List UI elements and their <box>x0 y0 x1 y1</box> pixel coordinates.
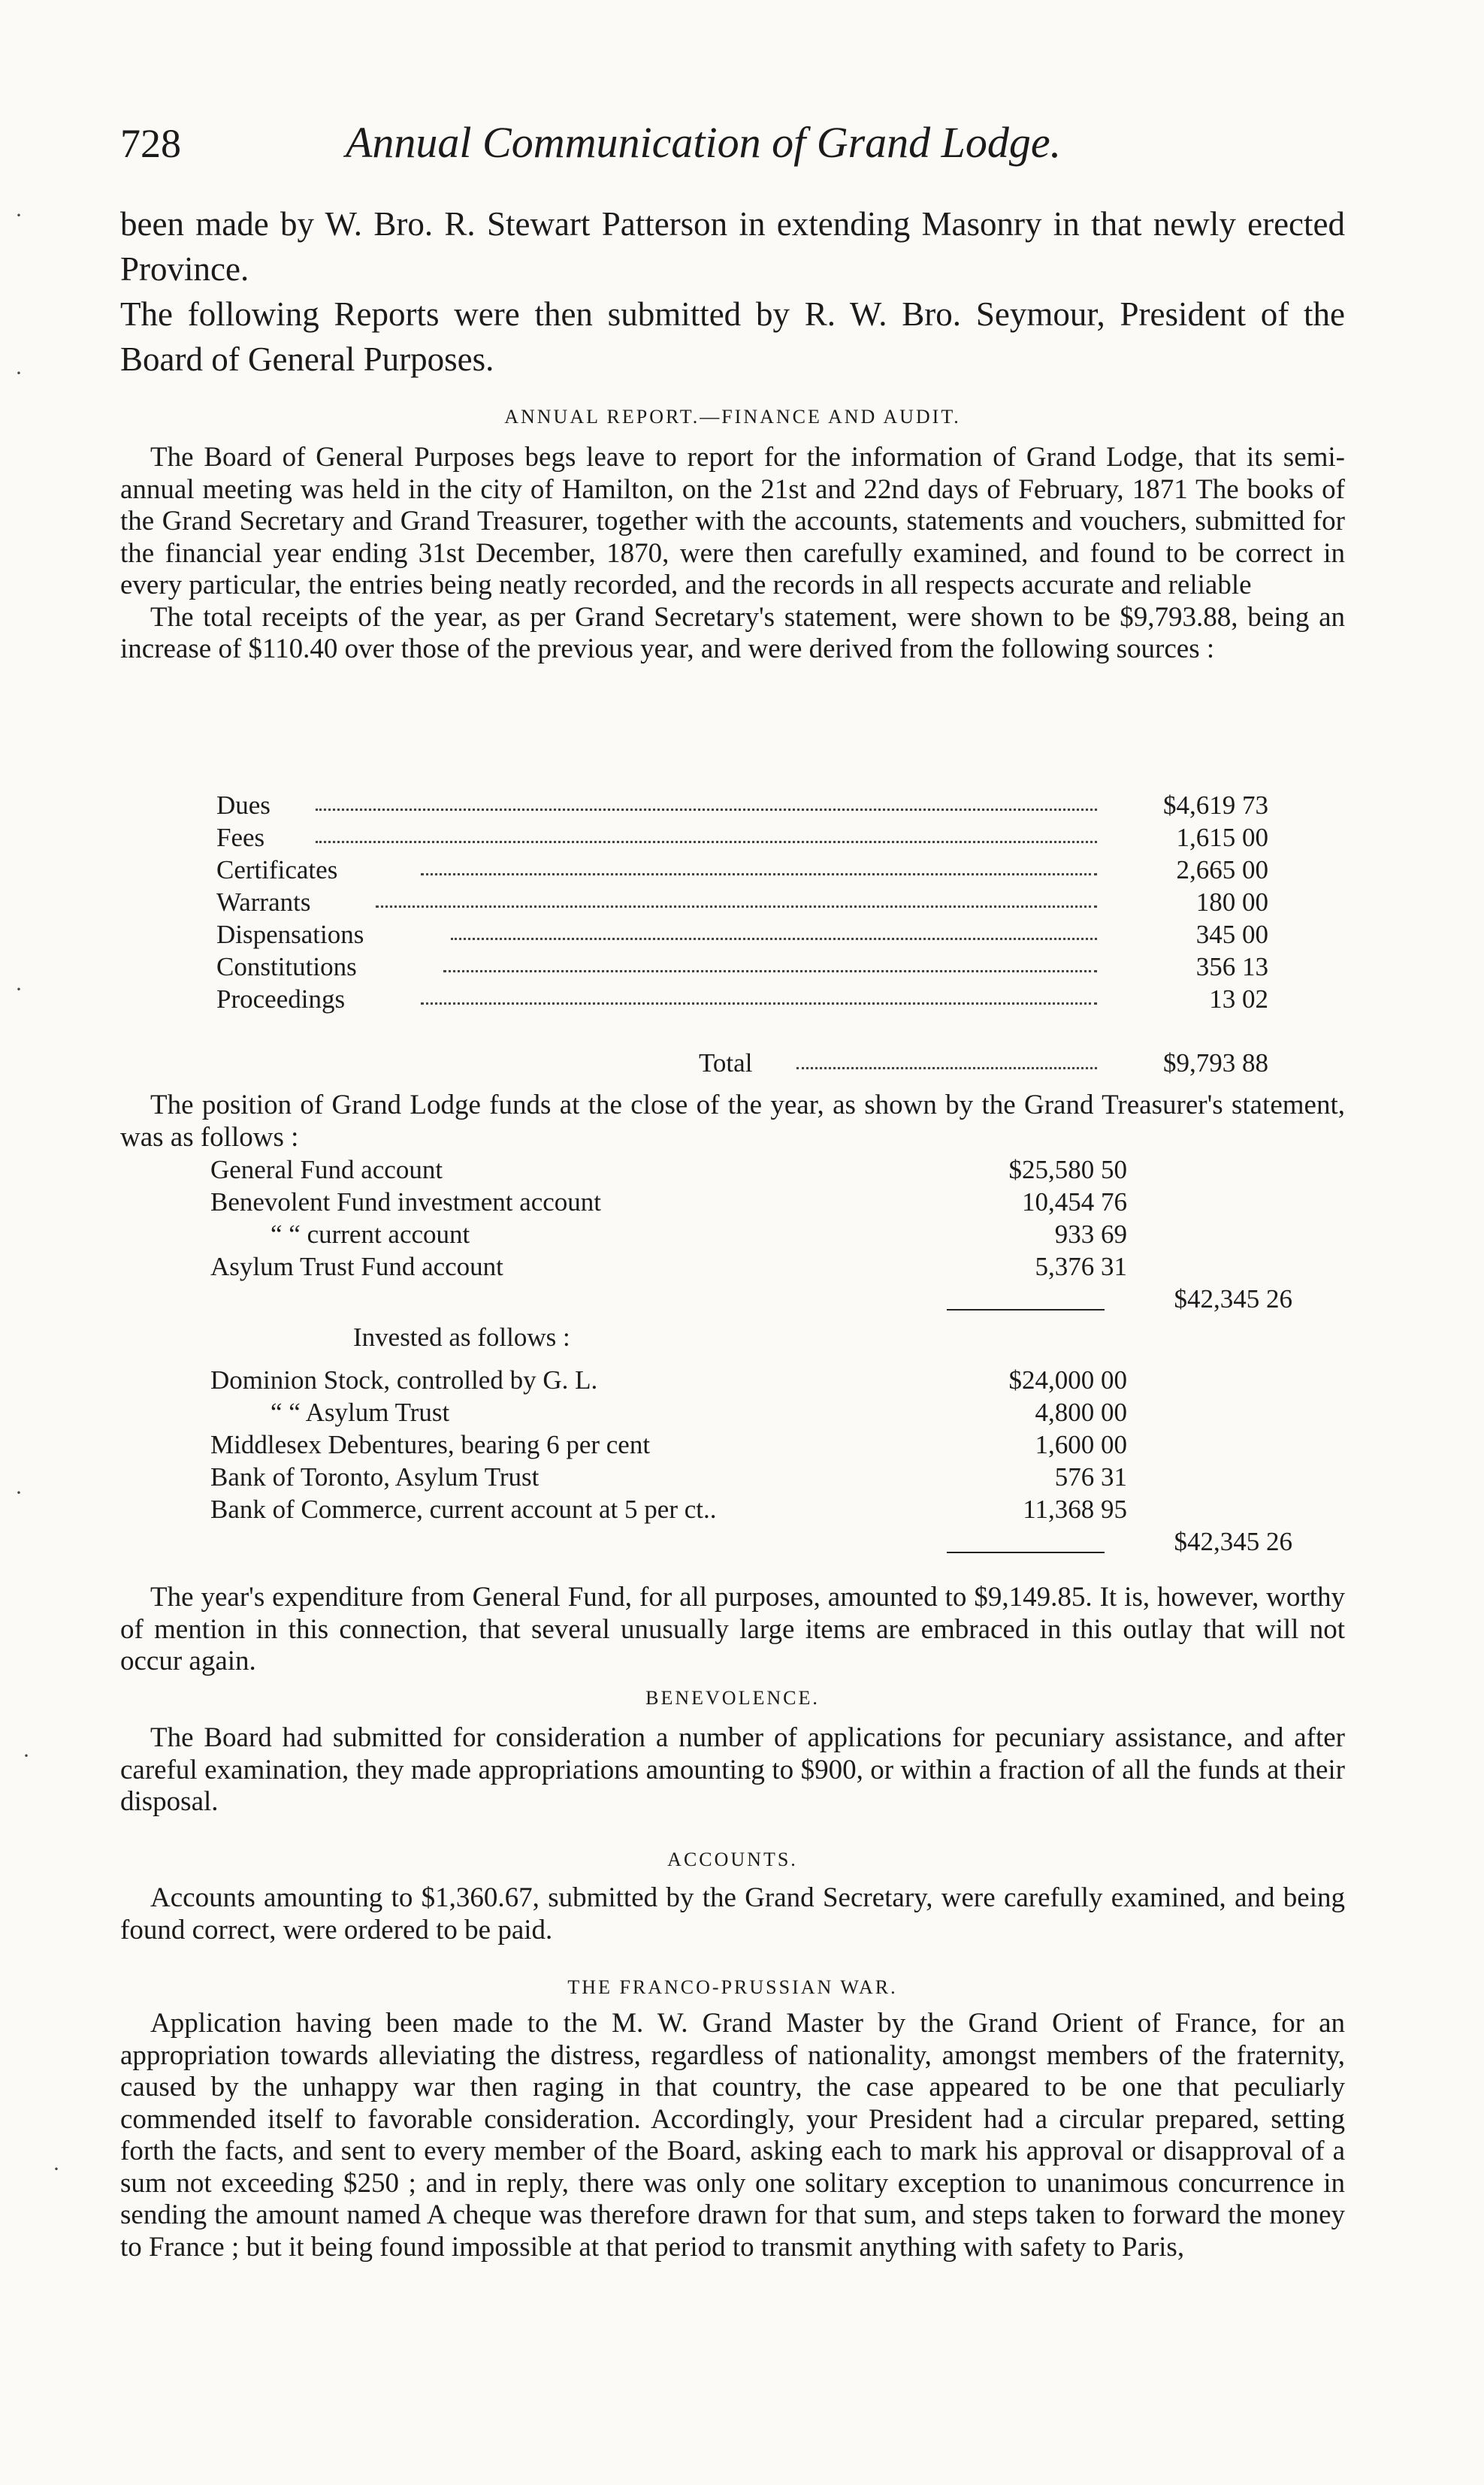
list-item: Constitutions 356 13 <box>216 952 1268 981</box>
intro-paragraph-1: been made by W. Bro. R. Stewart Patterson in extending Masonry in that newly erected Province. <box>120 205 1345 288</box>
investments-total: $42,345 26 <box>1174 1527 1292 1556</box>
sum-rule <box>947 1552 1105 1553</box>
leader-dots <box>421 873 1097 875</box>
war-paragraph: Application having been made to the M. W. Grand Master by the Grand Orient of France, for an appropriation towards alleviating the distress, regardless of nationality, amongst members of the fraternity, caused by the unhappy war then raging in that country, the case appeared to be one that peculiarly commended itself to favorable consideration. Accordingly, your President had a circular prepared, setting forth the facts, and sent to every member of the Board, asking each to mark his approval or disapproval of a sum not exceeding $250 ; and in reply, there was only one solitary exception to unanimous concurrence in sending the amount named A cheque was therefore drawn for that sum, and steps taken to forward the money to France ; but it being found impossible at that period to transmit anything with safety to Paris, <box>120 2008 1345 2263</box>
accounts-paragraph: Accounts amounting to $1,360.67, submitted by the Grand Secretary, were carefully examined, and being found correct, were ordered to be paid. <box>120 1882 1345 1945</box>
accounts-text <box>120 1882 1345 1946</box>
margin-mark: · <box>15 1480 23 1505</box>
annual-report-body <box>120 442 1345 666</box>
intro-text <box>120 201 1345 382</box>
benevolence-heading: BENEVOLENCE. <box>645 1687 820 1709</box>
list-item: Proceedings 13 02 <box>216 984 1268 1014</box>
intro-paragraph-2: The following Reports were then submitted by R. W. Bro. Seymour, President of the Board of General Purposes. <box>120 295 1345 378</box>
list-item: “ “ current account 933 69 <box>271 1220 1127 1249</box>
annual-report-heading: ANNUAL REPORT.—FINANCE AND AUDIT. <box>504 406 961 428</box>
margin-mark: · <box>15 977 23 1002</box>
invested-label: Invested as follows : <box>353 1323 570 1352</box>
list-item: “ “ Asylum Trust 4,800 00 <box>271 1398 1127 1427</box>
report-paragraph-2: The total receipts of the year, as per Grand Secretary's statement, were shown to be $9,793.88, being an increase of $110.40 over those of the previous year, and were derived from the following sources : <box>120 601 1345 664</box>
receipts-total <box>699 1048 1268 1081</box>
list-item: Dispensations 345 00 <box>216 920 1268 949</box>
sum-rule <box>947 1309 1105 1311</box>
total-label: Total <box>699 1048 753 1078</box>
list-item: Certificates 2,665 00 <box>216 855 1268 884</box>
list-item <box>210 1283 1292 1315</box>
list-item <box>210 1525 1292 1558</box>
report-paragraph-1: The Board of General Purposes begs leave to report for the information of Grand Lodge, that its semi-annual meeting was held in the city of Hamilton, on the 21st and 22nd days of February, 1871 The books of the Grand Secretary and Grand Treasurer, together with the accounts, statements and vouchers, submitted for the financial year ending 31st December, 1870, were then carefully examined, and found to be correct in every particular, the entries being neatly recorded, and the records in all respects accurate and reliable <box>120 442 1345 600</box>
leader-dots <box>316 809 1097 811</box>
investments-list <box>210 1364 1292 1558</box>
list-item: Dues $4,619 73 <box>216 791 1268 820</box>
margin-mark: · <box>15 203 23 228</box>
list-item: Asylum Trust Fund account 5,376 31 <box>210 1252 1127 1281</box>
funds-total: $42,345 26 <box>1174 1284 1292 1314</box>
list-item: General Fund account $25,580 50 <box>210 1155 1127 1184</box>
running-title: Annual Communication of Grand Lodge. <box>346 118 1062 167</box>
list-item: Warrants 180 00 <box>216 887 1268 917</box>
margin-mark: · <box>15 361 23 385</box>
accounts-heading: ACCOUNTS. <box>667 1849 798 1870</box>
list-item: Bank of Commerce, current account at 5 per ct.. 11,368 95 <box>210 1495 1127 1524</box>
report-paragraph-4: The year's expenditure from General Fund, for all purposes, amounted to $9,149.85. It is, however, worthy of mention in this connection, that several unusually large items are embraced in this outlay that will not occur again. <box>120 1582 1345 1676</box>
war-heading: THE FRANCO-PRUSSIAN WAR. <box>567 1976 898 1998</box>
leader-dots <box>376 905 1097 908</box>
margin-mark: · <box>53 2157 60 2181</box>
margin-mark: · <box>23 1743 30 1768</box>
benevolence-paragraph: The Board had submitted for consideration a number of applications for pecuniary assistance, and after careful examination, they made appropriations amounting to $900, or within a fraction of all the funds at their disposal. <box>120 1722 1345 1817</box>
list-item: Dominion Stock, controlled by G. L. $24,000 00 <box>210 1365 1127 1395</box>
page-header <box>120 120 1337 180</box>
leader-dots <box>796 1067 1097 1069</box>
leader-dots <box>451 938 1097 940</box>
receipts-list <box>216 789 1268 1015</box>
war-text <box>120 2008 1345 2263</box>
leader-dots <box>421 1002 1097 1005</box>
list-item: Fees 1,615 00 <box>216 823 1268 852</box>
page-number: 728 <box>120 121 181 166</box>
benevolence-text <box>120 1722 1345 1818</box>
list-item: Middlesex Debentures, bearing 6 per cent 1,600 00 <box>210 1430 1127 1459</box>
funds-intro <box>120 1090 1345 1153</box>
list-item: Benevolent Fund investment account 10,454 76 <box>210 1187 1127 1217</box>
funds-list <box>210 1153 1292 1315</box>
list-item: Bank of Toronto, Asylum Trust 576 31 <box>210 1462 1127 1492</box>
leader-dots <box>316 841 1097 843</box>
leader-dots <box>443 970 1097 972</box>
report-paragraph-3: The position of Grand Lodge funds at the close of the year, as shown by the Grand Treasurer's statement, was as follows : <box>120 1090 1345 1153</box>
expenditure-text <box>120 1582 1345 1678</box>
total-amount: $9,793 88 <box>1163 1048 1268 1078</box>
